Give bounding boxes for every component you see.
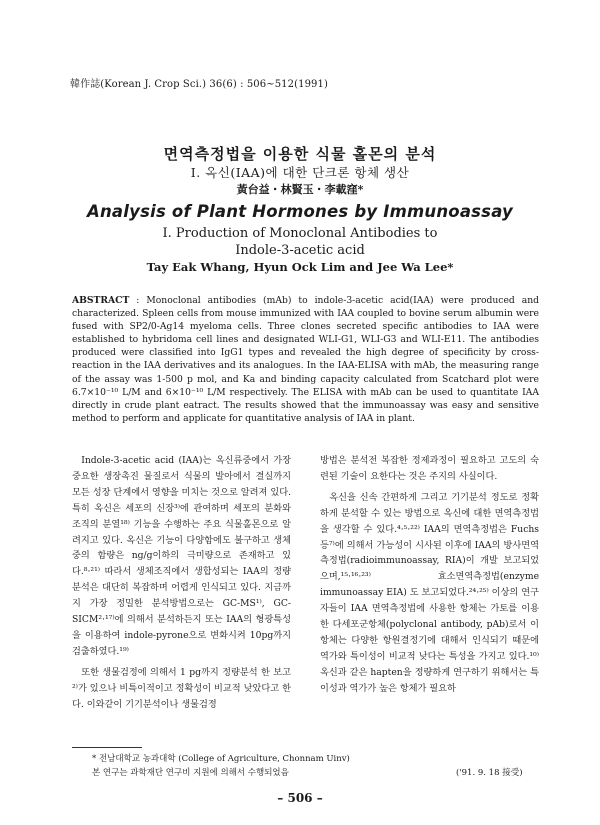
subtitle-english — [0, 225, 600, 259]
abstract-label: ABSTRACT — [72, 295, 130, 306]
title-korean: 면역측정법을 이용한 식물 홀몬의 분석 — [163, 145, 437, 163]
page-number: – 506 – — [277, 791, 323, 805]
body-paragraph: 또한 생물검정에 의해서 1 pg까지 정량분석 한 보고²⁾가 있으나 비특이적이고 정확성이 비교적 낮았다고 한다. 이와같이 기기분석이나 생물검정 — [72, 666, 291, 710]
body-column-left — [72, 453, 291, 713]
title-english: Analysis of Plant Hormones by Immunoassay — [87, 202, 513, 221]
body-paragraph: 옥신을 신속 간편하게 그리고 기기분석 정도로 정확하게 분석할 수 있는 방법으로 옥신에 대한 면역측정법을 생각할 수 있다.⁴·⁵·²²⁾ IAA의 면역측정법은 Fuchs등⁷⁾에 의해서 가능성이 시사된 이후에 IAA의 방사면역측정법(radioimmunoassay, RIA)이 개발 보고되었으며,¹⁵·¹⁶·²³⁾ 효소면역측정법(enzyme immunoassay EIA) 도 보고되었다.²⁴·²⁵⁾ 이상의 연구자들이 IAA 면역측정법에 사용한 항체는 가토를 이용한 다세포군항체(polyclonal antibody, pAb)로서 이 항체는 다양한 항원결정기에 대해서 인식되기 때문에 역가와 특이성이 비교적 낮다는 특성을 가지고 있다.¹⁰⁾ 옥신과 같은 hapten을 정량하게 연구하기 위해서는 특이성과 역가가 높은 항체가 필요하 — [320, 491, 539, 694]
authors-english: Tay Eak Whang, Hyun Ock Lim and Jee Wa Lee* — [146, 260, 454, 274]
footnote-funding: 본 연구는 과학재단 연구비 지원에 의해서 수행되었음 — [92, 768, 289, 778]
abstract — [72, 294, 539, 425]
subtitle-english-line1: I. Production of Monoclonal Antibodies to — [162, 226, 438, 241]
journal-citation: 韓作誌(Korean J. Crop Sci.) 36(6) : 506~512(1991) — [70, 79, 328, 90]
footnote-divider — [72, 747, 142, 748]
body-paragraph: Indole-3-acetic acid (IAA)는 옥신류중에서 가장 중요한 생장촉진 물질로서 식물의 발아에서 결실까지 모든 성장 단계에서 영향을 미치는 것으로 알려져 있다. 특히 옥신은 세포의 신장³⁾에 관여하며 세포의 분화와 조직의 분열¹⁸⁾ 기능을 수행하는 주요 식물홀몬으로 알려지고 있다. 옥신은 기능이 다양함에도 불구하고 생체중의 함량은 ng/g이하의 극미량으로 존재하고 있다.⁸·²¹⁾ 따라서 생체조직에서 생합성되는 IAA의 정량분석은 대단히 복잡하며 어렵게 인식되고 있다. 지금까지 가장 정밀한 분석방법으로는 GC-MS¹⁾, GC-SICM²·¹⁷⁾에 의해서 분석하든지 또는 IAA의 형광특성을 이용하여 indole-pyrone으로 변화시켜 10pg까지 검출하였다.¹⁹⁾ — [72, 455, 291, 657]
subtitle-english-line2: Indole-3-acetic acid — [235, 243, 365, 258]
abstract-text: : Monoclonal antibodies (mAb) to indole-3-acetic acid(IAA) were produced and characterized. Spleen cells from mouse immunized with IAA coupled to bovine serum albumin were fused with SP2/0-Ag14 myeloma cells. Three clones secreted specific antibodies to IAA were established to hybridoma cell lines and designated WLI-G1, WLI-G3 and WLI-E11. The antibodies produced were classified into IgG1 types and revealed the high degree of specificity by cross-reaction in the IAA derivatives and its analogues. In the IAA-ELISA with mAb, the measuring range of the assay was 1-500 p mol, and Ka and binding capacity calculated from Scatchard plot were 6.7×10⁻¹⁰ L/M and 6×10⁻¹⁰ L/M respectively. The ELISA with mAb can be used to quantitate IAA directly in crude plant eatract. The results showed that the immunoassay was easy and sensitive method to perform and applicate for quantitative analysis of IAA in plant. — [72, 295, 540, 424]
footnote-affiliation: * 전남대학교 농과대학 (College of Agriculture, Chonnam Uinv) — [92, 754, 350, 764]
body-column-right — [320, 453, 539, 697]
subtitle-korean: I. 옥신(IAA)에 대한 단크론 항체 생산 — [190, 165, 410, 180]
authors-korean: 黃台益・林賢玉・李載窪* — [236, 183, 364, 196]
body-paragraph: 방법은 분석전 복잡한 정제과정이 필요하고 고도의 숙련된 기술이 요한다는 것은 주지의 사실이다. — [320, 455, 539, 482]
received-date: ('91. 9. 18 接受) — [456, 768, 523, 778]
